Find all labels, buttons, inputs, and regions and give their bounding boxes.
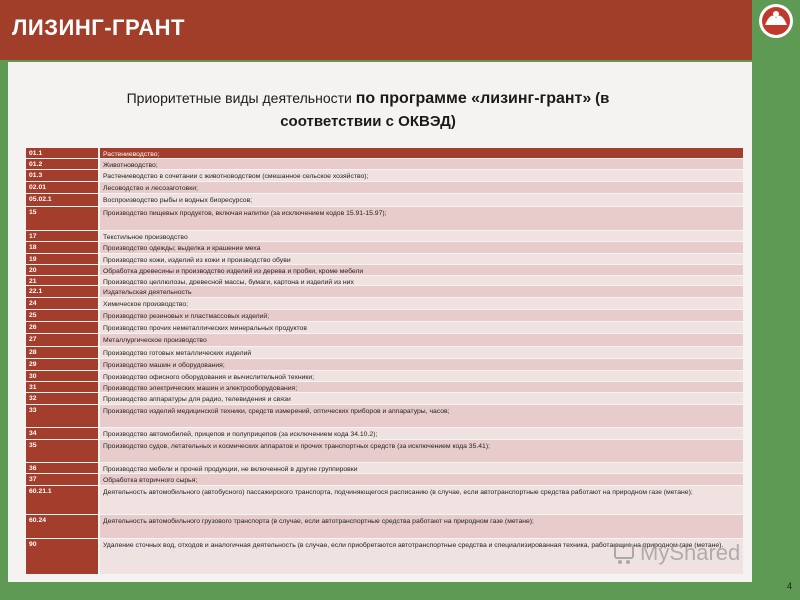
okved-code: 19 <box>26 254 98 265</box>
okved-code: 33 <box>26 405 98 428</box>
table-row <box>26 298 743 310</box>
activity-description: Производство электрических машин и электрооборудования; <box>100 382 743 393</box>
table-row <box>26 170 743 182</box>
header-title: ЛИЗИНГ-ГРАНТ <box>12 15 185 40</box>
slide-subtitle <box>28 87 708 133</box>
activity-description: Производство одежды; выделка и крашение меха <box>100 242 743 254</box>
table-row <box>26 371 743 382</box>
okved-code: 24 <box>26 298 98 310</box>
okved-code: 01.1 <box>26 148 98 159</box>
okved-code: 15 <box>26 207 98 231</box>
table-row <box>26 254 743 265</box>
table-row <box>26 242 743 254</box>
activity-description: Производство автомобилей, прицепов и полуприцепов (за исключением кода 34.10.2); <box>100 428 743 440</box>
activity-description: Растениеводство в сочетании с животноводством (смешанное сельское хозяйство); <box>100 170 743 182</box>
cart-icon <box>612 541 636 565</box>
activity-description: Химическое производство; <box>100 298 743 310</box>
okved-code: 36 <box>26 463 98 474</box>
activity-description: Деятельность автомобильного грузового транспорта (в случае, если автотранспортные средства работают на природном газе (метане); <box>100 515 743 539</box>
okved-code: 21 <box>26 276 98 286</box>
okved-code: 20 <box>26 265 98 276</box>
table-row <box>26 515 743 539</box>
activity-description: Производство мебели и прочей продукции, не включенной в другие группировки <box>100 463 743 474</box>
activity-description: Производство кожи, изделий из кожи и производство обуви <box>100 254 743 265</box>
okved-code: 60.24 <box>26 515 98 539</box>
activity-description: Производство машин и оборудования; <box>100 359 743 371</box>
activity-description: Производство изделий медицинской техники, средств измерений, оптических приборов и аппаратуры, часов; <box>100 405 743 428</box>
activity-description: Производство пищевых продуктов, включая напитки (за исключением кодов 15.91-15.97); <box>100 207 743 231</box>
subtitle-part3: (в <box>595 90 610 107</box>
okved-code: 27 <box>26 334 98 347</box>
watermark: MyShared <box>640 540 741 565</box>
table-row <box>26 405 743 428</box>
okved-code: 90 <box>26 539 98 575</box>
activity-description: Обработка древесины и производство изделий из дерева и пробки, кроме мебели <box>100 265 743 276</box>
okved-code: 26 <box>26 322 98 334</box>
table-row <box>26 486 743 515</box>
okved-code: 01.2 <box>26 159 98 170</box>
tatarstan-logo-icon <box>752 0 800 46</box>
table-row <box>26 194 743 207</box>
table-row <box>26 334 743 347</box>
table-row <box>26 393 743 405</box>
okved-code: 60.21.1 <box>26 486 98 515</box>
slide-content <box>8 62 752 582</box>
table-row <box>26 276 743 286</box>
table-row <box>26 148 743 159</box>
activity-description: Производство готовых металлических изделий <box>100 347 743 359</box>
table-row <box>26 428 743 440</box>
okved-code: 05.02.1 <box>26 194 98 207</box>
activity-description: Производство аппаратуры для радио, телевидения и связи <box>100 393 743 405</box>
table-row <box>26 182 743 194</box>
activity-description: Обработка вторичного сырья; <box>100 474 743 486</box>
okved-code: 25 <box>26 310 98 322</box>
activity-description: Производство прочих неметаллических минеральных продуктов <box>100 322 743 334</box>
okved-code: 02.01 <box>26 182 98 194</box>
table-row <box>26 463 743 474</box>
okved-code: 22.1 <box>26 286 98 298</box>
activity-description: Издательская деятельность <box>100 286 743 298</box>
table-row <box>26 286 743 298</box>
table-row <box>26 359 743 371</box>
table-row <box>26 265 743 276</box>
okved-code: 34 <box>26 428 98 440</box>
table-row <box>26 310 743 322</box>
activity-description: Удаление сточных вод, отходов и аналогичная деятельность (в случае, если приобретаются автотранспортные средства и специализированная техника, работающие на природном газе (метане). <box>100 539 743 575</box>
activity-description: Текстильное производство <box>100 231 743 242</box>
okved-code: 37 <box>26 474 98 486</box>
okved-code: 35 <box>26 440 98 463</box>
activity-description: Производство резиновых и пластмассовых изделий; <box>100 310 743 322</box>
table-row <box>26 347 743 359</box>
activity-description: Воспроизводство рыбы и водных биоресурсов; <box>100 194 743 207</box>
page-number: 4 <box>787 581 793 591</box>
activity-description: Металлургическое производство <box>100 334 743 347</box>
activity-description: Лесоводство и лесозаготовки; <box>100 182 743 194</box>
subtitle-part1: Приоритетные виды деятельности <box>126 90 352 106</box>
okved-code: 18 <box>26 242 98 254</box>
table-row <box>26 440 743 463</box>
okved-code: 28 <box>26 347 98 359</box>
okved-code: 01.3 <box>26 170 98 182</box>
okved-code: 32 <box>26 393 98 405</box>
okved-code: 17 <box>26 231 98 242</box>
okved-code: 30 <box>26 371 98 382</box>
activity-description: Производство целлюлозы, древесной массы, бумаги, картона и изделий из них <box>100 276 743 286</box>
subtitle-part2: по программе «лизинг-грант» <box>355 90 592 107</box>
table-row <box>26 474 743 486</box>
table-row <box>26 207 743 231</box>
okved-code: 29 <box>26 359 98 371</box>
table-row <box>26 322 743 334</box>
activity-description: Деятельность автомобильного (автобусного) пассажирского транспорта, подчиняющегося расписанию (в случае, если автотранспортные средства работают на природном газе (метане); <box>100 486 743 515</box>
table-row <box>26 382 743 393</box>
activity-description: Животноводство; <box>100 159 743 170</box>
okved-code: 31 <box>26 382 98 393</box>
table-row <box>26 231 743 242</box>
subtitle-line2: соответствии с ОКВЭД) <box>280 113 456 130</box>
activity-description: Производство судов, летательных и космических аппаратов и прочих транспортных средств (за исключением кода 35.41); <box>100 440 743 463</box>
activity-description: Растениеводство; <box>100 148 743 159</box>
header-bar <box>0 0 752 60</box>
table-row <box>26 159 743 170</box>
activity-description: Производство офисного оборудования и вычислительной техники; <box>100 371 743 382</box>
